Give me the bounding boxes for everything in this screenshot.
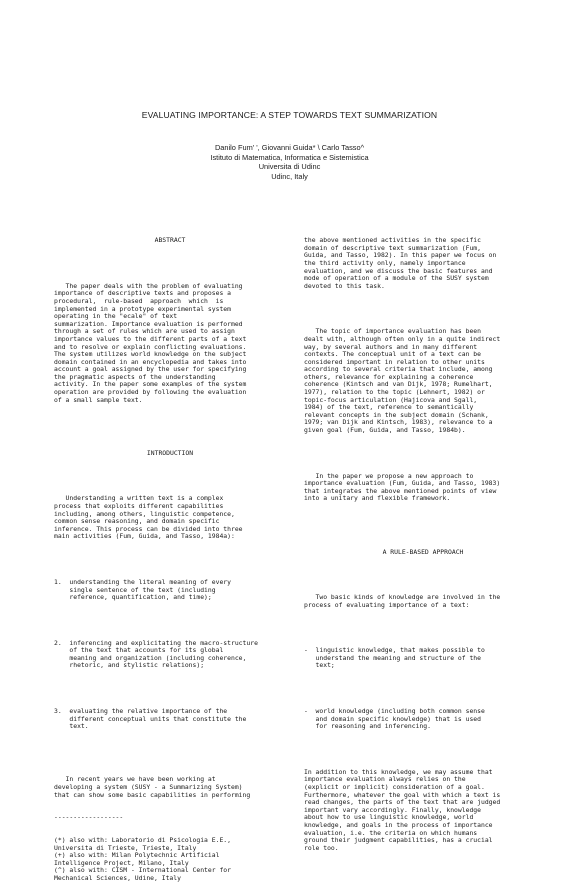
author-university: Universita di Udinc [258,162,321,172]
list-item: 1. understanding the literal meaning of every single sentence of the text (including reference, quantification, and time); [54,577,231,602]
list-item: 2. inferencing and explicitating the macro-structure of the text that accounts for its global meaning and organization (including coherence, rhetoric, and stylistic relations); [54,638,258,670]
abstract-text: The paper deals with the problem of evaluating importance of descriptive texts and proposes a procedural, rule-based approach which is implemented in a prototype experimental system operating in the "ecale" of text summarization. Importance evaluation is performed through a set of rules which are used to assign importance values to the different parts of a text and to resolve or explain conflicting evaluations. The system utilizes world knowledge on the subject domain contained in an encyclopedia and takes into account a goal assigned by the user for specifying the pragmatic aspects of the understanding activity. In the paper some examples of the system operation are provided by following the evaluation of a small sample text. [54,281,247,404]
paragraph: In the paper we propose a new approach to importance evaluation (Fum, Guida, and Tasso, 1983) that integrates the above mentioned points of view into a unitary and flexible framework. [304,471,501,503]
list-item: - linguistic knowledge, that makes possible to understand the meaning and structure of the text; [304,646,485,670]
list-item: 3. evaluating the relative importance of the different conceptual units that constitute the text. [54,707,247,731]
right-column [304,222,542,852]
author-names: Danilo Fum' ', Giovanni Guida* \ Carlo Tasso^ [214,143,365,152]
paper-title: EVALUATING IMPORTANCE: A STEP TOWARDS TEXT SUMMARIZATION [141,110,438,120]
paragraph: The topic of importance evaluation has been dealt with, although often only in a quite indirect way, by several authors and in many different contexts. The conceptual unit of a text can be considered important in relation to other units according to several criteria that include, among others, relevance for explaining a coherence coherence (Kintsch and van Dijk, 1978; Rumelhart, 1977), relation to the topic (Lehnert, 1982) or topic-focus articulation (Hajicova and Sgall, 1984) of the text, reference to semantically relevant concepts in the subject domain (Schank, 1979; van Dijk and Kintsch, 1983), relevance to a given goal (Fum, Guida, and Tasso, 1984b). [304,327,501,435]
author-block [0,143,579,181]
author-city: Udinc, Italy [271,171,308,181]
section-heading: A RULE-BASED APPROACH [382,547,464,556]
left-column [54,222,286,883]
author-institute: Istituto di Matematica, Informatica e Sistemistica [210,152,369,162]
paragraph: the above mentioned activities in the specific domain of descriptive text summarization (Fum, Guida, and Tasso, 1982). In this paper we focus on the third activity only, namely importance evaluation, and we discuss the basic features and mode of operation of a module of the SUSY system devoted to this task. [304,236,497,290]
list-item: - world knowledge (including both common sense and domain specific knowledge) that is used for reasoning and inferencing. [304,707,485,731]
closing-paragraph: In recent years we have been working at developing a system (SUSY - a Summarizing System) that can show some basic capabilities in performing [54,775,251,799]
footnotes: (*) also with: Laboratorio di Psicologia E.E., Universita di Trieste, Trieste, Italy (+) also with: Milan Polytechnic Artificial Intelligence Project, Milano, Italy (^) also with: CISM - International Center for Mechanical Sciences, Udine, Italy [54,836,231,883]
paragraph: In addition to this knowledge, we may assume that importance evaluation always relies on the (explicit or implicit) consideration of a goal. Furthermore, whatever the goal with which a text is read changes, the parts of the text that are judged important vary accordingly. Finally, knowledge about how to use linguistic knowledge, world knowledge, and goals in the process of importance evaluation, i.e. the criteria on which humans ground their judgment capabilities, has a crucial role too. [304,767,501,852]
introduction-heading: INTRODUCTION [146,448,194,457]
paragraph: Two basic kinds of knowledge are involved in the process of evaluating importance of a text: [304,593,501,609]
introduction-text: Understanding a written text is a complex process that exploits different capabilities including, among others, linguistic competence, common sense reasoning, and domain specific inference. This process can be divided into three main activities (Fum, Guida, and Tasso, 1984a): [54,494,243,541]
abstract-heading: ABSTRACT [154,236,186,245]
footnote-rule: ------------------ [54,813,124,822]
